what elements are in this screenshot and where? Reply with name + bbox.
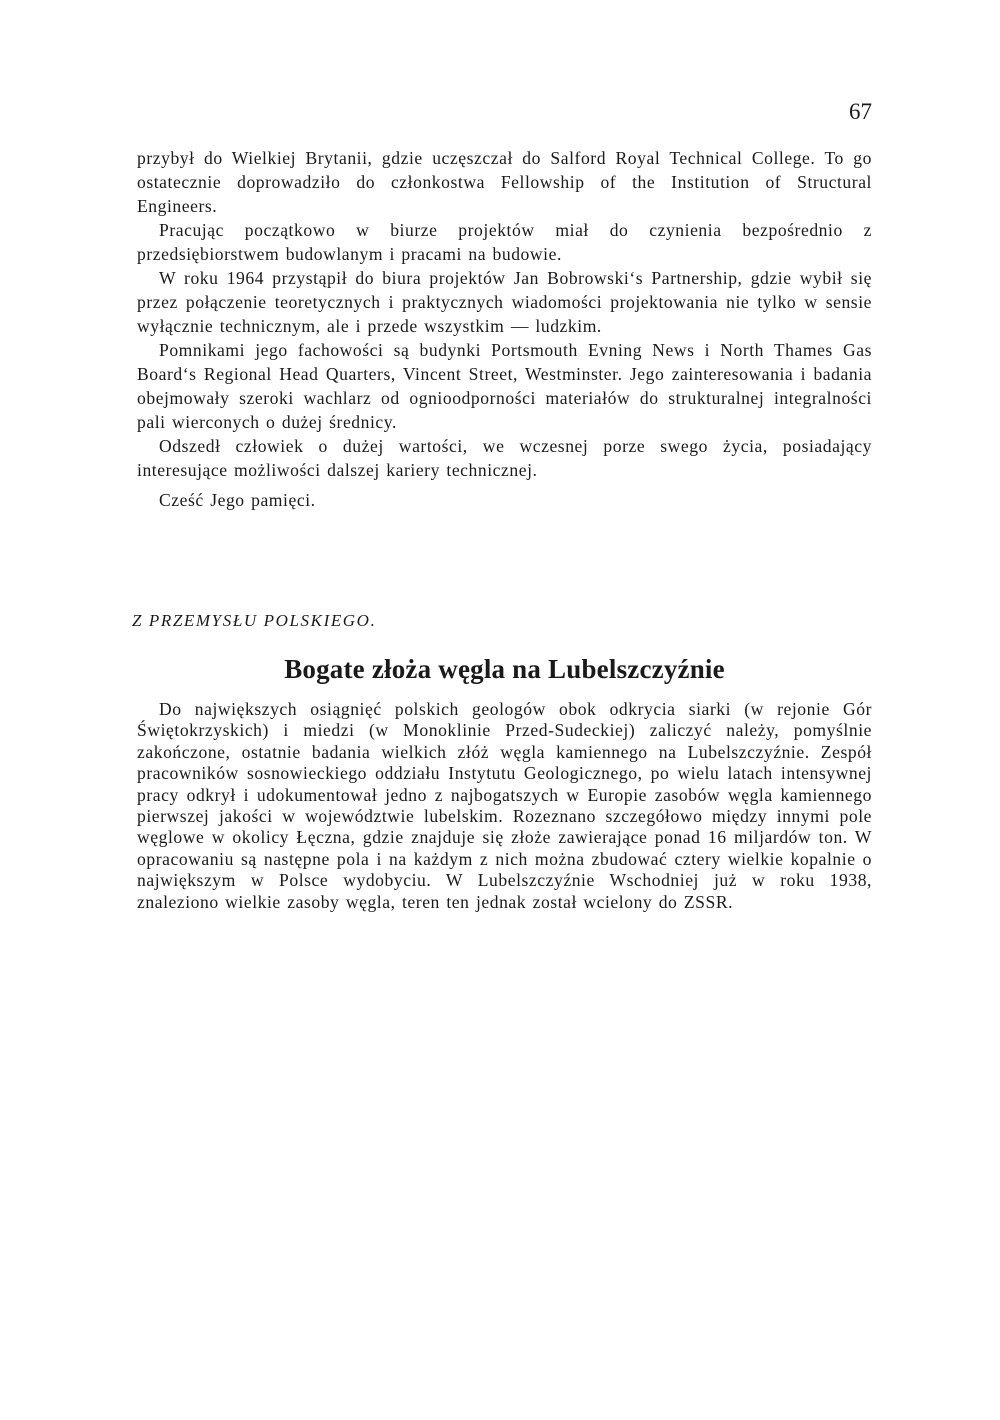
article-title: Bogate złoża węgla na Lubelszczyźnie (284, 654, 725, 684)
obituary-paragraph: Odszedł człowiek o dużej wartości, we wczesnej porze swego życia, posiadający interesujące możliwości dalszej kariery technicznej. (137, 436, 872, 480)
article-section (137, 699, 872, 913)
page-number: 67 (849, 99, 872, 124)
obituary-paragraph: Pracując początkowo w biurze projektów miał do czynienia bezpośrednio z przedsiębiorstwem budowlanym i pracami na budowie. (137, 220, 872, 264)
section-label: Z PRZEMYSŁU POLSKIEGO. (132, 611, 377, 630)
obituary-section (137, 146, 872, 512)
article-body: Do największych osiągnięć polskich geologów obok odkrycia siarki (w rejonie Gór Świętokrzyskich) i miedzi (w Monoklinie Przed-Sudeckiej) zaliczyć należy, pomyślnie zakończone, ostatnie badania wielkich złóż węgla kamiennego na Lubelszczyźnie. Zespół pracowników sosnowieckiego oddziału Instytutu Geologicznego, po wielu latach intensywnej pracy odkrył i udokumentował jedno z najbogatszych w Europie zasobów węgla kamiennego pierwszej jakości w województwie lubelskim. Rozeznano szczegółowo między innymi pole węglowe w okolicy Łęczna, gdzie znajduje się złoże zawierające ponad 16 miljardów ton. W opracowaniu są następne pola i na każdym z nich można zbudować cztery wielkie kopalnie o największym w Polsce wydobyciu. W Lubelszczyźnie Wschodniej już w roku 1938, znaleziono wielkie zasoby węgla, teren ten jednak został wcielony do ZSSR. (137, 699, 872, 912)
obituary-paragraph: przybył do Wielkiej Brytanii, gdzie uczęszczał do Salford Royal Technical College. To go ostatecznie doprowadziło do członkostwa Fellowship of the Institution of Structural Engineers. (137, 148, 872, 216)
obituary-paragraph: Pomnikami jego fachowości są budynki Portsmouth Evning News i North Thames Gas Board‘s Regional Head Quarters, Vincent Street, Westminster. Jego zainteresowania i badania obejmowały szeroki wachlarz od ognioodporności materiałów do strukturalnej integralności pali wierconych o dużej średnicy. (137, 340, 872, 432)
obituary-paragraph: W roku 1964 przystąpił do biura projektów Jan Bobrowski‘s Partnership, gdzie wybił się przez połączenie teoretycznych i praktycznych wiadomości projektowania nie tylko w sensie wyłącznie technicznym, ale i przede wszystkim — ludzkim. (137, 268, 872, 336)
obituary-closing: Cześć Jego pamięci. (159, 490, 316, 510)
